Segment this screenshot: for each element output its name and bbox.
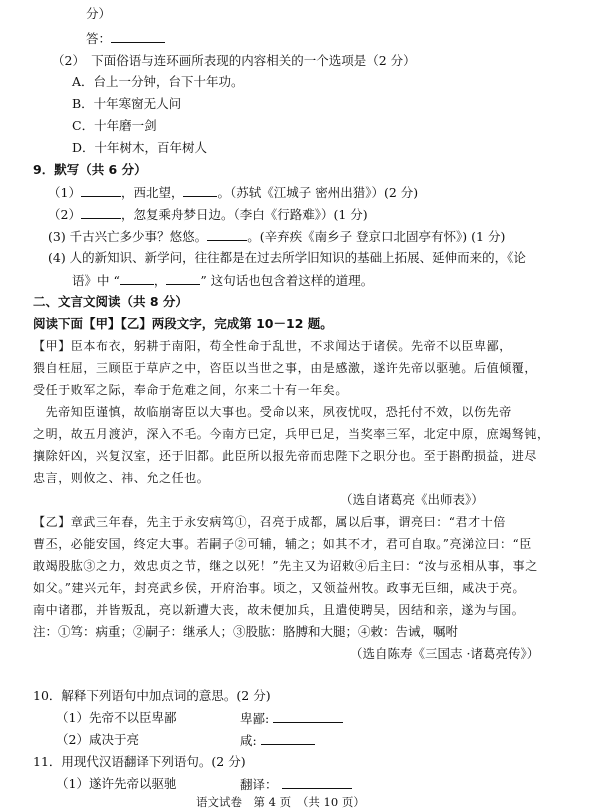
q9-3-src: 。(辛弃疾《南乡子 登京口北固亭有怀》) (1 分) xyxy=(247,229,506,244)
option-a: A．台上一分钟，台下十年功。 xyxy=(72,74,244,89)
q10-ans2-label: 咸: xyxy=(240,733,257,748)
jia-line: 忠言，则攸之、祎、允之任也。 xyxy=(33,471,210,485)
yi-line: 南中诸郡，并皆叛乱，亮以新遭大丧，故未便加兵，且遣使聘吴，因结和亲，遂为与国。 xyxy=(33,603,525,617)
q9-line-1 xyxy=(48,184,418,201)
option-b: B．十年寒窗无人问 xyxy=(72,96,182,111)
q10-answer-2 xyxy=(240,732,315,749)
q9-4-post: ” 这句话也包含着这样的道理。 xyxy=(200,273,374,288)
q9-line-3 xyxy=(48,228,505,245)
q9-1-mid: ，西北望， xyxy=(120,185,184,200)
q11-blank-1[interactable] xyxy=(282,776,352,789)
source-jia: （选自诸葛亮《出师表》） xyxy=(340,492,484,507)
yi-line: 如父。”建兴元年，封亮武乡侯，开府治事。顷之，又领益州牧。政事无巨细，咸决于亮。 xyxy=(33,581,526,595)
q10-item-1: （1）先帝不以臣卑鄙 xyxy=(56,710,177,725)
yi-line: 敢竭股肱③之力，效忠贞之节，继之以死！”先主又为诏敕④后主曰：“汝与丞相从事，事之 xyxy=(33,559,538,573)
blank-3[interactable] xyxy=(207,228,247,241)
q9-title: 9．默写（共 6 分） xyxy=(33,162,147,177)
q9-4-comma: ， xyxy=(153,273,167,288)
blank-2[interactable] xyxy=(81,206,121,219)
answer-line xyxy=(86,30,165,47)
q9-2-num: （2） xyxy=(48,207,81,222)
yi-line: 曹丕，必能安国，终定大事。若嗣子②可辅，辅之；如其不才，君可自取。”亮涕泣曰：“臣 xyxy=(33,537,532,551)
q9-4-pre: 语》中 “ xyxy=(72,273,120,288)
page-footer: 语文试卷 第 4 页 （共 10 页） xyxy=(196,795,365,809)
jia-line: 攘除奸凶，兴复汉室，还于旧都。此臣所以报先帝而忠陛下之职分也。至于斟酌损益，进尽 xyxy=(33,449,538,463)
q10-ans1-label: 卑鄙: xyxy=(240,711,270,726)
blank-4a[interactable] xyxy=(120,272,154,285)
q9-line-4a: (4) 人的新知识、新学问，往往都是在过去所学旧知识的基础上拓展、延伸而来的，《论 xyxy=(48,250,526,265)
jia-line: 之明，故五月渡泸，深入不毛。今南方已定，兵甲已足，当奖率三军，北定中原，庶竭驽钝， xyxy=(33,427,550,441)
q10-blank-2[interactable] xyxy=(261,732,315,745)
answer-blank[interactable] xyxy=(111,30,165,43)
jia-line: 【甲】臣本布衣，躬耕于南阳，苟全性命于乱世，不求闻达于诸侯。先帝不以臣卑鄙， xyxy=(33,339,512,353)
jia-line: 猥自枉屈，三顾臣于草庐之中，咨臣以当世之事，由是感激，遂许先帝以驱驰。后值倾覆， xyxy=(33,361,538,375)
q11-item-1: （1）遂许先帝以驱驰 xyxy=(56,776,177,791)
notes: 注：①笃：病重；②嗣子：继承人；③股肱：胳膊和大腿；④敕：告诫，嘱咐 xyxy=(33,624,459,639)
q9-line-4b xyxy=(72,272,373,289)
q10-title: 10．解释下列语句中加点词的意思。(2 分) xyxy=(33,688,271,703)
jia-line: 受任于败军之际，奉命于危难之间，尔来二十有一年矣。 xyxy=(33,383,349,397)
q9-1-src: 。（苏轼《江城子 密州出猎》）(2 分) xyxy=(217,185,419,200)
blank-4b[interactable] xyxy=(166,272,200,285)
q9-1-num: （1） xyxy=(48,185,81,200)
q10-blank-1[interactable] xyxy=(273,710,343,723)
yi-line: 【乙】章武三年春，先主于永安病笃①，召亮于成都，属以后事，谓亮曰：“君才十倍 xyxy=(33,515,506,529)
q10-item-2: （2）咸决于亮 xyxy=(56,732,139,747)
blank-1b[interactable] xyxy=(183,184,217,197)
option-c: C．十年磨一剑 xyxy=(72,118,157,133)
q9-line-2 xyxy=(48,206,368,223)
q11-title: 11．用现代汉语翻译下列语句。(2 分) xyxy=(33,754,246,769)
section-2-instruction: 阅读下面【甲】【乙】两段文字，完成第 10－12 题。 xyxy=(33,316,333,331)
answer-label: 答： xyxy=(86,31,112,46)
q11-answer-1 xyxy=(240,776,352,793)
blank-1a[interactable] xyxy=(81,184,121,197)
option-d: D．十年树木，百年树人 xyxy=(72,140,208,155)
q9-2-src: ，忽复乘舟梦日边。（李白《行路难》）(1 分) xyxy=(120,207,368,222)
section-2-title: 二、文言文阅读（共 8 分） xyxy=(33,294,188,309)
jia-line: 先帝知臣谨慎，故临崩寄臣以大事也。受命以来，夙夜忧叹，恐托付不效，以伤先帝 xyxy=(33,405,512,419)
q11-ans1-label: 翻译： xyxy=(240,777,278,792)
q10-answer-1 xyxy=(240,710,343,727)
source-yi: （选自陈寿《三国志 ·诸葛亮传》） xyxy=(350,646,540,661)
continuation-text: 分） xyxy=(86,6,112,21)
q9-3-text: (3) 千古兴亡多少事？悠悠。 xyxy=(48,229,208,244)
q8-2-stem: （2） 下面俗语与连环画所表现的内容相关的一个选项是（2 分） xyxy=(52,53,416,68)
